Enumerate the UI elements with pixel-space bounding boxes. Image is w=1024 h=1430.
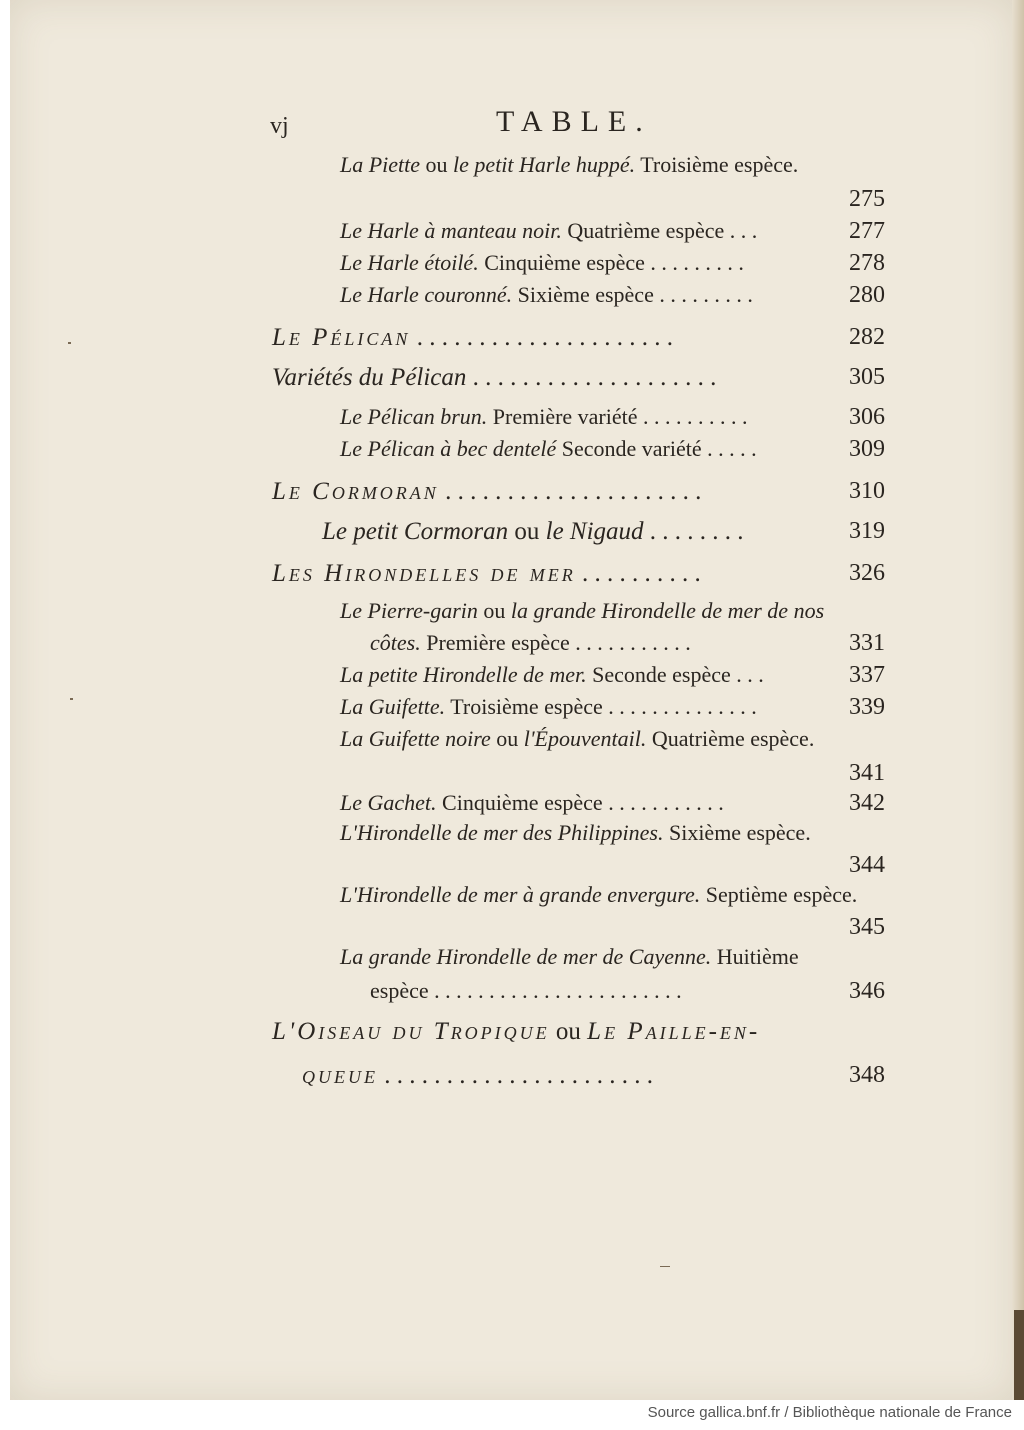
page-number: 342 bbox=[849, 790, 885, 816]
page-number: 282 bbox=[849, 324, 885, 350]
page-number: 339 bbox=[849, 694, 885, 720]
toc-entry: Le Pélican brun. Première variété . . . . . . . . . . 306 bbox=[340, 404, 885, 430]
toc-entry: Le Harle à manteau noir. Quatrième espèce . . . 277 bbox=[340, 218, 885, 244]
toc-entry-page-line bbox=[340, 186, 885, 216]
page-number: 331 bbox=[849, 630, 885, 656]
toc-entry: L'Hirondelle de mer des Philippines. Sixième espèce. bbox=[340, 820, 811, 845]
source-credit: Source gallica.bnf.fr / Bibliothèque nationale de France bbox=[647, 1404, 1012, 1421]
page-number: 341 bbox=[849, 760, 885, 786]
binding-edge bbox=[1014, 1310, 1024, 1400]
page-number: 319 bbox=[849, 518, 885, 544]
toc-entry: Le Harle couronné. Sixième espèce . . . . . . . . . 280 bbox=[340, 282, 885, 308]
toc-entry: Le petit Cormoran ou le Nigaud . . . . . . . . 319 bbox=[322, 518, 885, 545]
toc-heading-continuation: queue . . . . . . . . . . . . . . . . . . . . . . 348 bbox=[302, 1062, 885, 1089]
toc-entry: Le Pélican à bec dentelé Seconde variété . . . . . 309 bbox=[340, 436, 885, 462]
toc-heading: Les Hirondelles de mer . . . . . . . . . . 326 bbox=[272, 560, 885, 587]
page-number: 337 bbox=[849, 662, 885, 688]
toc-entry-page-line bbox=[340, 914, 885, 944]
toc-heading: Le Cormoran . . . . . . . . . . . . . . . . . . . . . 310 bbox=[272, 478, 885, 505]
toc-heading: L'Oiseau du Tropique ou Le Paille-en- bbox=[272, 1018, 761, 1045]
toc-entry: La grande Hirondelle de mer de Cayenne. Huitième bbox=[340, 944, 799, 969]
page-number: 346 bbox=[849, 978, 885, 1004]
toc-entry-page-line bbox=[340, 760, 885, 790]
paper-speck bbox=[660, 1266, 670, 1267]
page-number: 306 bbox=[849, 404, 885, 430]
toc-entry: La Guifette. Troisième espèce . . . . . . . . . . . . . . 339 bbox=[340, 694, 885, 720]
page-number: 310 bbox=[849, 478, 885, 504]
page-title: TABLE. bbox=[496, 105, 652, 138]
page-number: 326 bbox=[849, 560, 885, 586]
toc-entry: Le Pierre-garin ou la grande Hirondelle de mer de nos bbox=[340, 598, 825, 623]
page-number: 278 bbox=[849, 250, 885, 276]
toc-entry: La Guifette noire ou l'Épouventail. Quatrième espèce. bbox=[340, 726, 815, 751]
running-header bbox=[270, 105, 890, 145]
page-number: 309 bbox=[849, 436, 885, 462]
toc-entry: Le Gachet. Cinquième espèce . . . . . . . . . . . 342 bbox=[340, 790, 885, 816]
folio-number: vj bbox=[270, 113, 289, 139]
toc-entry: Le Harle étoilé. Cinquième espèce . . . . . . . . . 278 bbox=[340, 250, 885, 276]
toc-heading: Variétés du Pélican . . . . . . . . . . . . . . . . . . . . 305 bbox=[272, 364, 885, 391]
toc-entry-page-line bbox=[340, 852, 885, 882]
page-number: 305 bbox=[849, 364, 885, 390]
toc-entry-continuation: espèce . . . . . . . . . . . . . . . . . . . . . . . 346 bbox=[370, 978, 885, 1004]
toc-entry: La Piette ou le petit Harle huppé. Troisième espèce. bbox=[340, 152, 799, 177]
page-number: 344 bbox=[849, 852, 885, 878]
paper-speck bbox=[70, 698, 73, 700]
toc-entry: L'Hirondelle de mer à grande envergure. Septième espèce. bbox=[340, 882, 858, 907]
page-number: 348 bbox=[849, 1062, 885, 1088]
page-edge bbox=[1012, 0, 1024, 1400]
paper-speck bbox=[68, 342, 71, 344]
toc-entry-continuation: côtes. Première espèce . . . . . . . . . . . 331 bbox=[370, 630, 885, 656]
toc-entry: La petite Hirondelle de mer. Seconde espèce . . . 337 bbox=[340, 662, 885, 688]
page-number: 280 bbox=[849, 282, 885, 308]
page-number: 345 bbox=[849, 914, 885, 940]
page-number: 277 bbox=[849, 218, 885, 244]
toc-heading: Le Pélican . . . . . . . . . . . . . . . . . . . . . 282 bbox=[272, 324, 885, 351]
page-number: 275 bbox=[849, 186, 885, 212]
